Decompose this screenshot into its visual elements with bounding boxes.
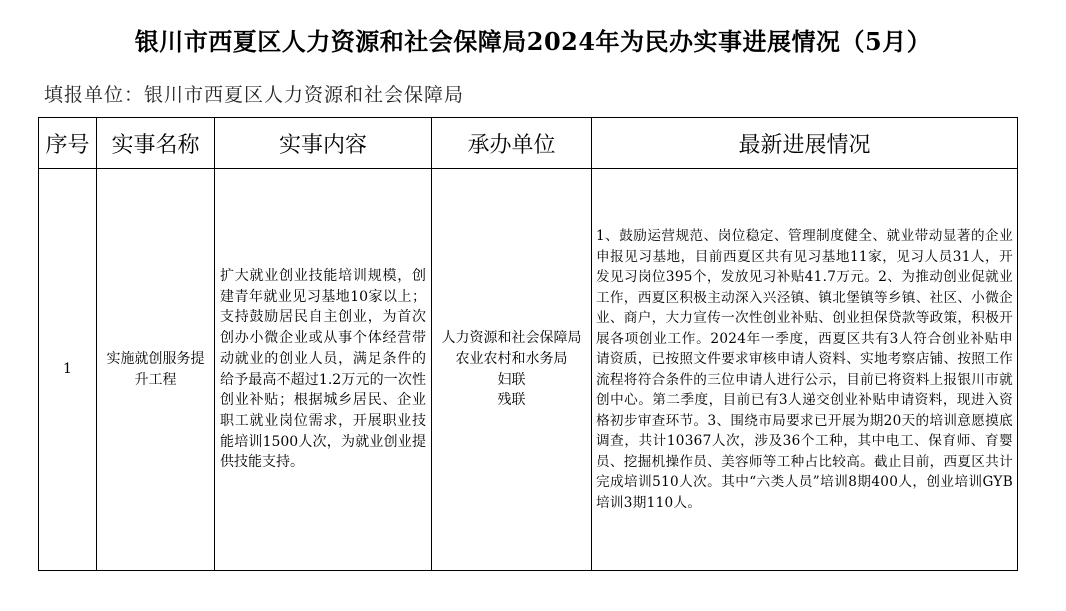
header-content: 实事内容 [215, 118, 432, 169]
cell-progress: 1、鼓励运营规范、岗位稳定、管理制度健全、就业带动显著的企业申报见习基地，目前西夏区共有见习基地11家，见习人员31人，开发见习岗位395个，发放见习补贴41.7万元。2、为推动创业促就业工作，西夏区积极主动深入兴泾镇、镇北堡镇等乡镇、社区、小微企业、商户，大力宣传一次性创业补贴、创业担保贷款等政策，积极开展各项创业工作。2024年一季度，西夏区共有3人符合创业补贴申请资质，已按照文件要求审核申请人资料、实地考察店铺、按照工作流程将符合条件的三位申请人进行公示，目前已将资料上报银川市就创中心。第二季度，目前已有3人递交创业补贴申请资料，现进入资格初步审查环节。3、围绕市局要求已开展为期20天的培训意愿摸底调查，共计10367人次，涉及36个工种，其中电工、保育师、育婴员、挖掘机操作员、美容师等工种占比较高。截止目前，西夏区共计完成培训510人次。其中“六类人员”培训8期400人，创业培训GYB培训3期110人。 [592, 169, 1018, 571]
header-org: 承办单位 [432, 118, 592, 169]
page-title: 银川市西夏区人力资源和社会保障局2024年为民办实事进展情况（5月） [134, 27, 932, 56]
header-no: 序号 [39, 118, 97, 169]
table-header-row [39, 118, 1018, 169]
org-hr: 人力资源和社会保障局 [441, 330, 582, 347]
cell-org [432, 169, 592, 571]
cell-name: 实施就创服务提升工程 [97, 169, 215, 571]
reporting-unit: 填报单位：银川市西夏区人力资源和社会保障局 [44, 84, 465, 106]
table-row [39, 169, 1018, 571]
org-disabled: 残联 [497, 392, 526, 409]
org-agri: 农业农村和水务局 [455, 350, 568, 367]
cell-no: 1 [39, 169, 97, 571]
org-women: 妇联 [497, 371, 526, 388]
header-name: 实事名称 [97, 118, 215, 169]
progress-table [38, 117, 1018, 571]
header-progress: 最新进展情况 [592, 118, 1018, 169]
cell-content: 扩大就业创业技能培训规模，创建青年就业见习基地10家以上；支持鼓励居民自主创业，为首次创办小微企业或从事个体经营带动就业的创业人员，满足条件的给予最高不超过1.2万元的一次性创业补贴；根据城乡居民、企业职工就业岗位需求，开展职业技能培训1500人次，为就业创业提供技能支持。 [215, 169, 432, 571]
